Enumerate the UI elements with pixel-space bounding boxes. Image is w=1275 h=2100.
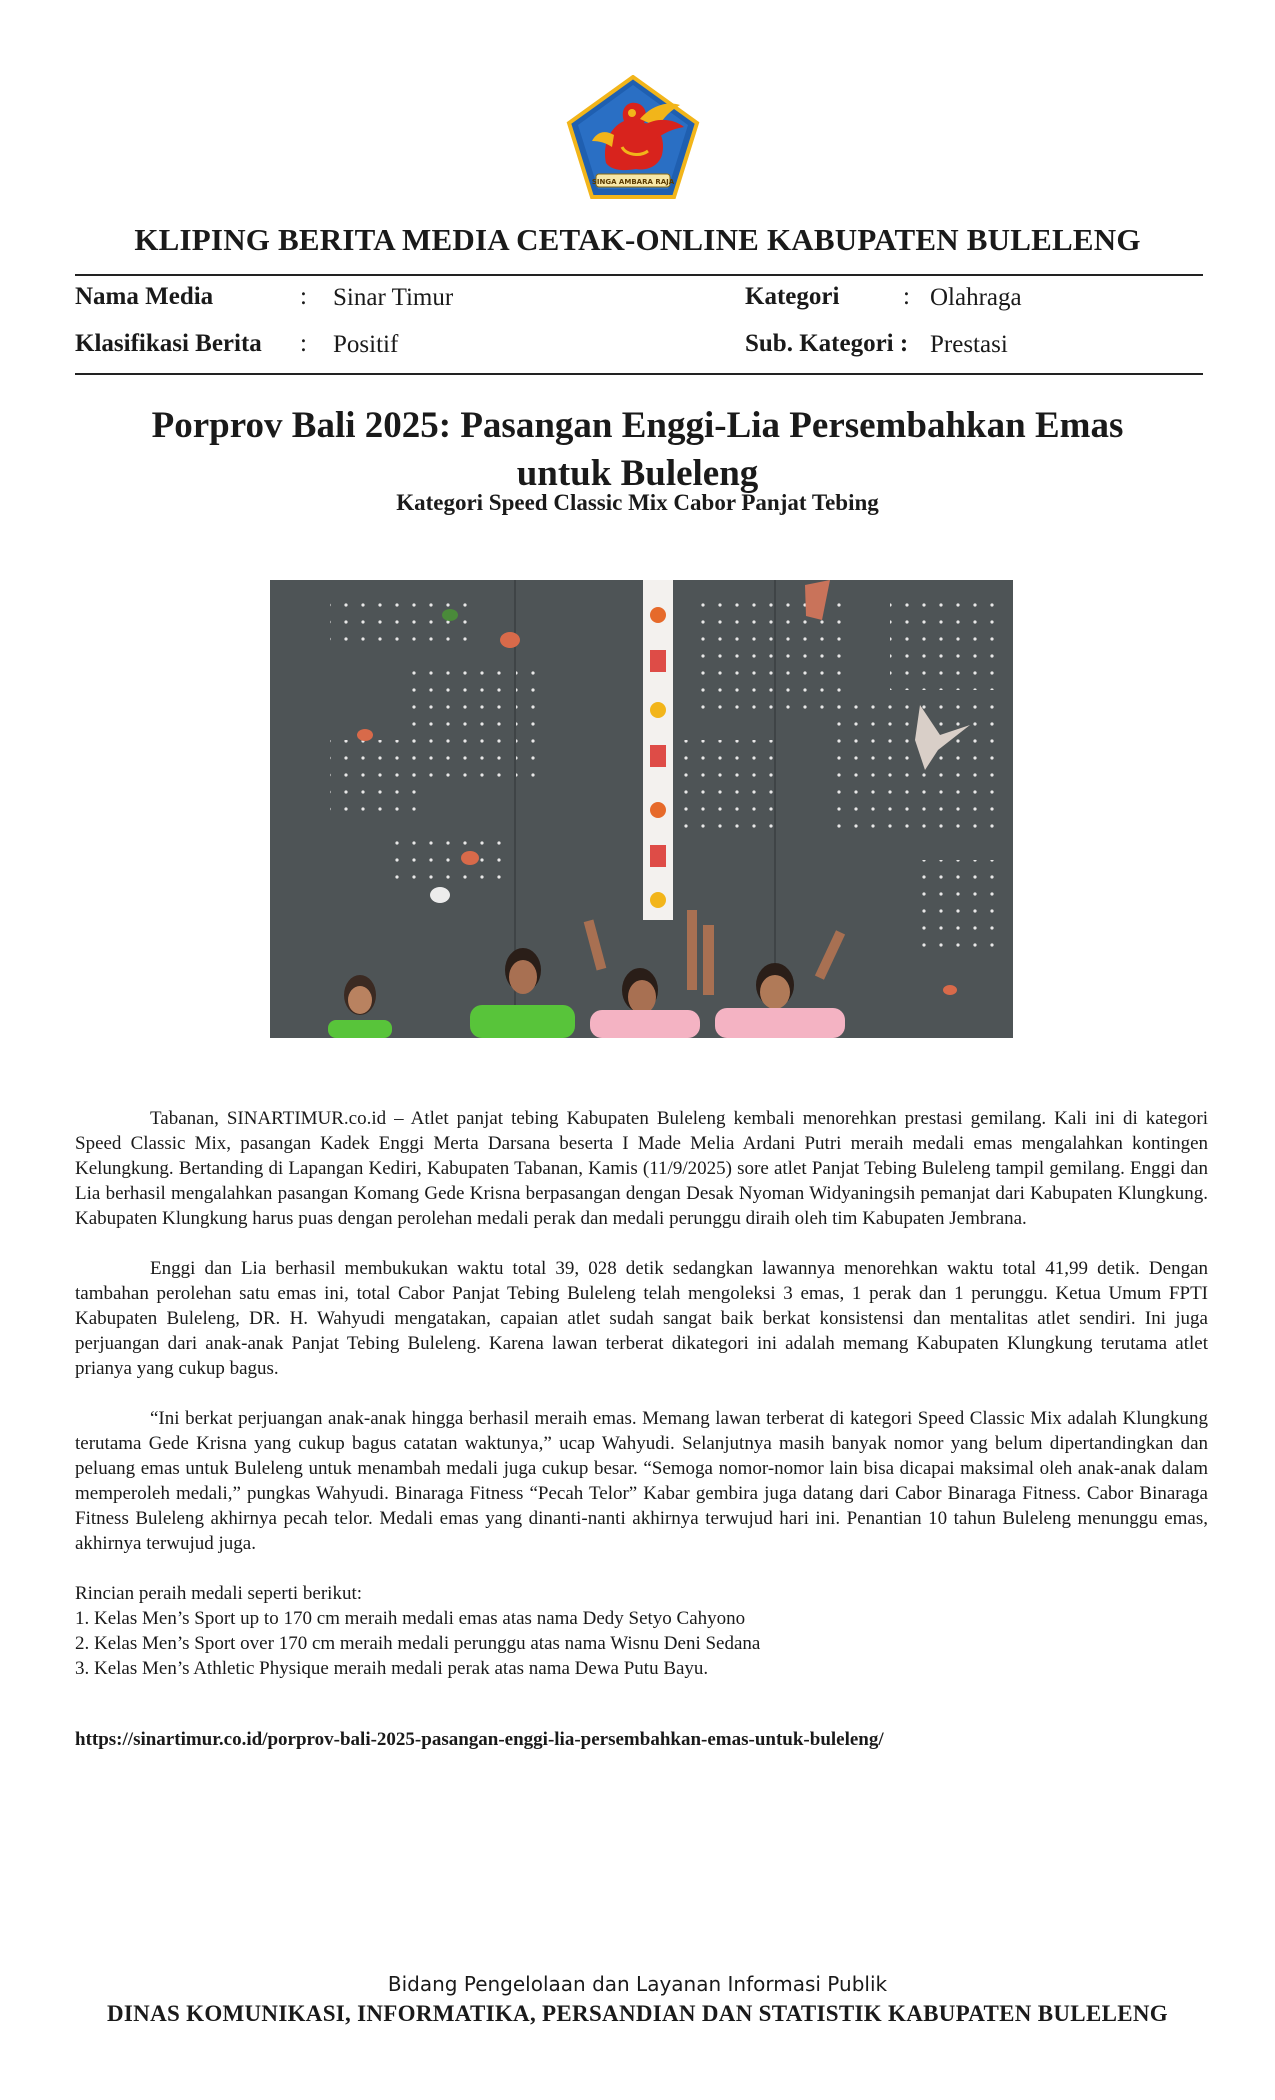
- paragraph-2: Enggi dan Lia berhasil membukukan waktu total 39, 028 detik sedangkan lawannya menorehkan waktu total 41,99 detik. Dengan tambahan perolehan satu emas ini, total Cabor Panjat Tebing Buleleng telah mengoleksi 3 emas, 1 perak dan 1 perunggu. Ketua Umum FPTI Kabupaten Buleleng, DR. H. Wahyudi mengatakan, capaian atlet sudah sangat baik berkat konsistensi dan mentalitas atlet sendiri. Ini juga perjuangan dari anak-anak Panjat Tebing Buleleng. Karena lawan terberat dikategori ini adalah memang Kabupaten Klungkung terutama atlet prianya yang cukup bagus.: [75, 1258, 1208, 1379]
- media-colon: :: [300, 283, 307, 310]
- footer-division: Bidang Pengelolaan dan Layanan Informasi Publik: [387, 1972, 888, 1996]
- source-link[interactable]: https://sinartimur.co.id/porprov-bali-2025-pasangan-enggi-lia-persembahkan-emas-untuk-buleleng/: [75, 1729, 884, 1750]
- klasifikasi-value: Positif: [333, 331, 399, 358]
- paragraph-3: “Ini berkat perjuangan anak-anak hingga berhasil meraih emas. Memang lawan terberat di kategori Speed Classic Mix adalah Klungkung terutama Gede Krisna yang cukup bagus catatan waktunya,” ucap Wahyudi. Selanjutnya masih banyak nomor yang belum dipertandingkan dan peluang emas untuk Buleleng untuk menambah medali juga cukup besar. “Semoga nomor-nomor lain bisa dicapai maksimal oleh anak-anak dalam memperoleh medali,” pungkas Wahyudi. Binaraga Fitness “Pecah Telor” Kabar gembira juga datang dari Cabor Binaraga Fitness. Cabor Binaraga Fitness Buleleng akhirnya pecah telor. Medali emas yang dinanti-nanti akhirnya terwujud hari ini. Penantian 10 tahun Buleleng menunggu emas, akhirnya terwujud juga.: [75, 1408, 1208, 1554]
- media-label: Nama Media: [75, 283, 214, 310]
- list-item: 1. Kelas Men’s Sport up to 170 cm meraih medali emas atas nama Dedy Setyo Cahyono: [75, 1608, 746, 1629]
- kategori-label: Kategori: [745, 283, 840, 310]
- footer-agency: DINAS KOMUNIKASI, INFORMATIKA, PERSANDIAN DAN STATISTIK KABUPATEN BULELENG: [107, 2001, 1168, 2026]
- buleleng-logo: [566, 75, 700, 199]
- page-title: KLIPING BERITA MEDIA CETAK-ONLINE KABUPATEN BULELENG: [134, 222, 1141, 257]
- list-item: 2. Kelas Men’s Sport over 170 cm meraih medali perunggu atas nama Wisnu Deni Sedana: [75, 1633, 761, 1654]
- article-photo: [270, 580, 1013, 1038]
- header-rule-top: [75, 274, 1203, 276]
- klasifikasi-colon: :: [300, 330, 307, 357]
- logo-caption: SINGA AMBARA RAJA: [591, 178, 675, 186]
- subkategori-value: Prestasi: [930, 331, 1008, 358]
- article-subtitle: Kategori Speed Classic Mix Cabor Panjat Tebing: [396, 490, 879, 515]
- subkategori-label: Sub. Kategori :: [745, 330, 909, 357]
- list-item: 3. Kelas Men’s Athletic Physique meraih medali perak atas nama Dewa Putu Bayu.: [75, 1658, 709, 1679]
- header-rule-bottom: [75, 373, 1203, 375]
- kategori-value: Olahraga: [930, 284, 1022, 311]
- klasifikasi-label: Klasifikasi Berita: [75, 330, 262, 357]
- article-body: [75, 1106, 1208, 1681]
- article-title: Porprov Bali 2025: Pasangan Enggi-Lia Persembahkan Emas untuk Buleleng: [151, 405, 1124, 494]
- kategori-colon: :: [903, 283, 910, 310]
- list-intro: Rincian peraih medali seperti berikut:: [75, 1583, 363, 1604]
- media-value: Sinar Timur: [333, 284, 454, 311]
- paragraph-1: Tabanan, SINARTIMUR.co.id – Atlet panjat tebing Kabupaten Buleleng kembali menorehkan prestasi gemilang. Kali ini di kategori Speed Classic Mix, pasangan Kadek Enggi Merta Darsana beserta I Made Melia Ardani Putri meraih medali emas mengalahkan kontingen Kelungkung. Bertanding di Lapangan Kediri, Kabupaten Tabanan, Kamis (11/9/2025) sore atlet Panjat Tebing Buleleng tampil gemilang. Enggi dan Lia berhasil mengalahkan pasangan Komang Gede Krisna berpasangan dengan Desak Nyoman Widyaningsih pemanjat dari Kabupaten Klungkung. Kabupaten Klungkung harus puas dengan perolehan medali perak dan medali perunggu diraih oleh tim Kabupaten Jembrana.: [75, 1108, 1208, 1229]
